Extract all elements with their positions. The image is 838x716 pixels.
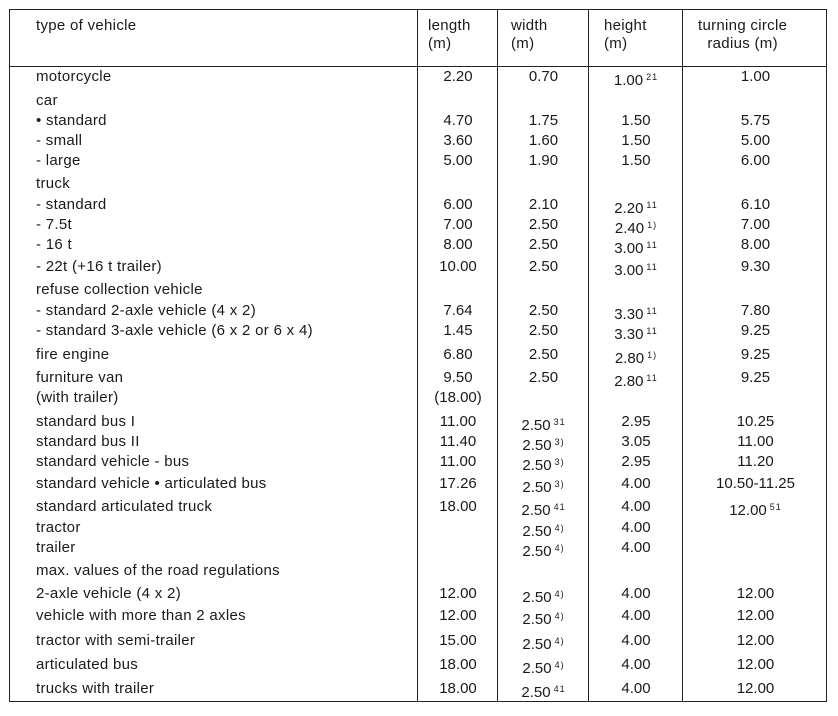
width-cell: [499, 585, 588, 607]
label-value: - large: [36, 152, 81, 169]
turning-value: 5.75: [740, 112, 771, 129]
width-value: 0.70: [528, 68, 559, 85]
length-value: 18.00: [439, 680, 477, 697]
width-cell: [499, 680, 588, 702]
width-value: 2.50: [522, 457, 552, 474]
label-value: truck: [36, 175, 71, 192]
label-value: tractor with semi-trailer: [36, 632, 196, 649]
width-value: 2.50: [521, 684, 551, 701]
length-value: 12.00: [439, 585, 477, 602]
length-value: 6.80: [443, 346, 473, 363]
turning-cell: [684, 152, 827, 170]
height-value: 4.00: [621, 632, 651, 649]
length-value: 5.00: [443, 152, 473, 169]
width-value: 1.90: [528, 152, 559, 169]
label-value: 2-axle vehicle (4 x 2): [36, 585, 181, 602]
turning-value: 1.00: [740, 68, 771, 85]
turning-cell: [684, 453, 827, 471]
height-cell: [590, 152, 682, 170]
height-cell: [590, 258, 682, 280]
length-cell: [419, 433, 497, 451]
header-turning-line2: radius (m): [707, 35, 778, 52]
label-value: standard articulated truck: [36, 498, 213, 515]
turning-value: 9.25: [740, 369, 771, 386]
height-value: 4.00: [621, 475, 651, 492]
length-value: 12.00: [439, 607, 477, 624]
vehicle-type-cell: [36, 389, 119, 407]
footnote-marker: 4): [554, 636, 565, 646]
height-value: 1.00: [613, 72, 644, 89]
vehicle-type-cell: [36, 302, 256, 320]
length-value: 7.64: [443, 302, 473, 319]
column-divider: [497, 9, 498, 702]
length-cell: [419, 216, 497, 234]
length-cell: [419, 453, 497, 471]
header-width-label: width: [511, 17, 548, 34]
width-cell: [499, 216, 588, 234]
height-value: 2.80: [614, 350, 645, 367]
label-value: standard bus II: [36, 433, 140, 450]
height-cell: [590, 196, 682, 218]
label-value: standard vehicle • articulated bus: [36, 475, 267, 492]
header-height: [604, 17, 647, 53]
vehicle-type-cell: [36, 475, 267, 493]
height-cell: [590, 216, 682, 238]
label-value: (with trailer): [36, 389, 119, 406]
label-value: - small: [36, 132, 83, 149]
width-value: 2.10: [528, 196, 559, 213]
height-value: 3.30: [614, 306, 644, 323]
width-cell: [499, 539, 588, 561]
length-value: 18.00: [439, 498, 477, 515]
header-length: [428, 17, 471, 53]
height-value: 4.00: [621, 585, 651, 602]
length-value: 7.00: [443, 216, 473, 233]
turning-value: 10.25: [736, 413, 775, 430]
width-value: 2.50: [528, 346, 559, 363]
header-height-label: height: [604, 17, 647, 34]
vehicle-type-cell: [36, 175, 70, 193]
turning-cell: [684, 346, 827, 364]
vehicle-type-cell: [36, 216, 72, 234]
width-cell: [499, 346, 588, 364]
length-value: 15.00: [439, 632, 477, 649]
footnote-marker: 4): [554, 611, 565, 621]
footnote-marker: 3): [554, 457, 565, 467]
height-cell: [590, 112, 682, 130]
height-cell: [590, 585, 682, 603]
width-cell: [499, 302, 588, 320]
header-turning-circle: [698, 17, 787, 53]
height-cell: [590, 236, 682, 258]
height-cell: [590, 322, 682, 344]
height-value: 3.05: [621, 433, 651, 450]
height-value: 4.00: [621, 607, 651, 624]
length-value: 1.45: [443, 322, 473, 339]
header-turning-line1: turning circle: [698, 17, 788, 34]
vehicle-type-cell: [36, 196, 107, 214]
vehicle-type-cell: [36, 92, 58, 110]
turning-value: 12.00: [736, 680, 775, 697]
width-cell: [499, 112, 588, 130]
length-value: 4.70: [443, 112, 473, 129]
width-cell: [499, 369, 588, 387]
length-cell: [419, 68, 497, 86]
column-divider: [417, 9, 418, 702]
vehicle-type-cell: [36, 585, 181, 603]
vehicle-type-cell: [36, 152, 81, 170]
vehicle-type-cell: [36, 656, 138, 674]
width-cell: [499, 236, 588, 254]
width-value: 2.50: [522, 543, 552, 560]
width-value: 2.50: [521, 502, 551, 519]
header-length-label: length: [428, 17, 471, 34]
turning-cell: [684, 216, 827, 234]
turning-value: 11.00: [737, 433, 774, 450]
turning-value: 12.00: [736, 585, 775, 602]
footnote-marker: 3): [554, 437, 565, 447]
height-value: 2.80: [614, 373, 644, 390]
label-value: vehicle with more than 2 axles: [36, 607, 246, 624]
length-cell: [419, 413, 497, 431]
length-cell: [419, 112, 497, 130]
vehicle-type-cell: [36, 680, 154, 698]
height-cell: [590, 475, 682, 493]
turning-value: 11.20: [737, 453, 774, 470]
height-cell: [590, 607, 682, 625]
width-value: 2.50: [528, 302, 559, 319]
width-cell: [499, 68, 588, 86]
turning-cell: [684, 585, 827, 603]
width-cell: [499, 433, 588, 455]
turning-cell: [684, 196, 827, 214]
turning-cell: [684, 322, 827, 340]
length-value: 9.50: [443, 369, 473, 386]
length-value: 10.00: [439, 258, 477, 275]
height-cell: [590, 539, 682, 557]
turning-cell: [684, 632, 827, 650]
label-value: • standard: [36, 112, 107, 129]
footnote-marker: 31: [553, 417, 566, 427]
height-value: 4.00: [621, 498, 651, 515]
height-value: 2.40: [614, 220, 645, 237]
label-value: standard bus I: [36, 413, 136, 430]
turning-cell: [684, 498, 827, 520]
vehicle-type-cell: [36, 346, 109, 364]
turning-value: 6.10: [740, 196, 771, 213]
turning-value: 9.30: [740, 258, 771, 275]
turning-cell: [684, 112, 827, 130]
height-value: 3.30: [614, 326, 644, 343]
height-value: 1.50: [621, 132, 651, 149]
vehicle-type-cell: [36, 322, 313, 340]
turning-value: 5.00: [740, 132, 771, 149]
width-cell: [499, 656, 588, 678]
width-cell: [499, 322, 588, 340]
turning-value: 7.00: [740, 216, 771, 233]
turning-cell: [684, 413, 827, 431]
height-cell: [590, 369, 682, 391]
height-value: 2.20: [614, 200, 644, 217]
turning-cell: [684, 302, 827, 320]
height-value: 4.00: [621, 539, 651, 556]
label-value: standard vehicle - bus: [36, 453, 190, 470]
width-value: 1.75: [528, 112, 559, 129]
vehicle-type-cell: [36, 539, 76, 557]
height-cell: [590, 302, 682, 324]
footnote-marker: 4): [554, 543, 565, 553]
width-value: 2.50: [528, 322, 559, 339]
label-value: - 16 t: [36, 236, 72, 253]
length-cell: [419, 346, 497, 364]
width-cell: [499, 498, 588, 520]
turning-value: 6.00: [740, 152, 771, 169]
length-cell: [419, 236, 497, 254]
width-cell: [499, 152, 588, 170]
vehicle-type-cell: [36, 632, 195, 650]
length-cell: [419, 498, 497, 516]
label-value: - standard 2-axle vehicle (4 x 2): [36, 302, 256, 319]
turning-value: 12.00: [736, 632, 775, 649]
length-cell: [419, 607, 497, 625]
length-cell: [419, 132, 497, 150]
width-value: 2.50: [521, 417, 551, 434]
header-divider: [9, 66, 827, 67]
height-value: 1.50: [621, 112, 651, 129]
turning-value: 12.00: [736, 656, 775, 673]
length-cell: [419, 585, 497, 603]
height-cell: [590, 413, 682, 431]
length-value: 11.00: [439, 413, 477, 430]
width-cell: [499, 453, 588, 475]
footnote-marker: 11: [646, 306, 658, 316]
footnote-marker: 11: [646, 373, 658, 383]
length-value: 17.26: [439, 475, 477, 492]
length-cell: [419, 322, 497, 340]
width-value: 2.50: [522, 523, 552, 540]
height-cell: [590, 519, 682, 537]
height-value: 4.00: [621, 519, 651, 536]
header-width-unit: (m): [511, 35, 535, 52]
label-value: - standard: [36, 196, 107, 213]
label-value: - 22t (+16 t trailer): [36, 258, 162, 275]
length-cell: [419, 152, 497, 170]
label-value: max. values of the road regulations: [36, 562, 280, 579]
height-cell: [590, 68, 682, 90]
turning-cell: [684, 680, 827, 698]
turning-cell: [684, 258, 827, 276]
turning-value: 7.80: [740, 302, 771, 319]
footnote-marker: 3): [554, 479, 565, 489]
vehicle-type-cell: [36, 413, 135, 431]
vehicle-type-cell: [36, 453, 189, 471]
width-cell: [499, 519, 588, 541]
turning-cell: [684, 68, 827, 86]
height-cell: [590, 453, 682, 471]
label-value: fire engine: [36, 346, 110, 363]
footnote-marker: 11: [646, 240, 658, 250]
width-value: 2.50: [522, 611, 552, 628]
width-value: 1.60: [528, 132, 559, 149]
height-value: 1.50: [621, 152, 651, 169]
length-cell: [419, 632, 497, 650]
vehicle-type-cell: [36, 607, 246, 625]
turning-value: 12.00: [729, 502, 767, 519]
column-divider: [682, 9, 683, 702]
label-value: tractor: [36, 519, 81, 536]
length-cell: [419, 389, 497, 407]
footnote-marker: 4): [554, 589, 565, 599]
vehicle-type-cell: [36, 236, 72, 254]
length-value: 6.00: [443, 196, 473, 213]
turning-cell: [684, 433, 827, 451]
vehicle-type-cell: [36, 519, 81, 537]
footnote-marker: 11: [646, 262, 658, 272]
length-value: (18.00): [434, 389, 482, 406]
length-cell: [419, 369, 497, 387]
label-value: - standard 3-axle vehicle (6 x 2 or 6 x 4): [36, 322, 313, 339]
width-value: 2.50: [522, 479, 552, 496]
footnote-marker: 1): [647, 220, 658, 230]
label-value: trailer: [36, 539, 76, 556]
height-cell: [590, 498, 682, 516]
header-height-unit: (m): [604, 35, 628, 52]
turning-value: 9.25: [740, 322, 771, 339]
height-value: 4.00: [621, 680, 651, 697]
vehicle-type-cell: [36, 112, 107, 130]
vehicle-type-cell: [36, 68, 112, 86]
vehicle-type-cell: [36, 258, 162, 276]
length-value: 11.00: [439, 453, 477, 470]
turning-value: 8.00: [740, 236, 771, 253]
width-cell: [499, 475, 588, 497]
header-width: [511, 17, 548, 53]
length-cell: [419, 680, 497, 698]
footnote-marker: 41: [553, 684, 566, 694]
width-value: 2.50: [522, 589, 552, 606]
width-value: 2.50: [522, 660, 552, 677]
turning-cell: [684, 369, 827, 387]
width-cell: [499, 413, 588, 435]
turning-cell: [684, 132, 827, 150]
header-type-of-vehicle: type of vehicle: [36, 17, 137, 34]
length-value: 2.20: [443, 68, 473, 85]
footnote-marker: 4): [554, 523, 565, 533]
length-cell: [419, 302, 497, 320]
height-value: 3.00: [614, 262, 644, 279]
turning-cell: [684, 475, 827, 493]
width-cell: [499, 632, 588, 654]
vehicle-type-cell: [36, 281, 203, 299]
length-value: 18.00: [439, 656, 477, 673]
height-value: 3.00: [614, 240, 644, 257]
height-cell: [590, 680, 682, 698]
vehicle-type-cell: [36, 132, 82, 150]
turning-value: 10.50-11.25: [716, 475, 795, 492]
label-value: car: [36, 92, 58, 109]
width-cell: [499, 196, 588, 214]
footnote-marker: 21: [646, 72, 659, 82]
turning-value: 12.00: [736, 607, 775, 624]
label-value: motorcycle: [36, 68, 112, 85]
label-value: furniture van: [36, 369, 124, 386]
height-cell: [590, 132, 682, 150]
length-value: 8.00: [443, 236, 473, 253]
height-cell: [590, 656, 682, 674]
footnote-marker: 51: [769, 502, 782, 512]
vehicle-type-cell: [36, 562, 280, 580]
height-cell: [590, 346, 682, 368]
turning-cell: [684, 607, 827, 625]
length-cell: [419, 656, 497, 674]
footnote-marker: 11: [646, 326, 658, 336]
width-value: 2.50: [528, 216, 559, 233]
width-value: 2.50: [528, 236, 559, 253]
height-value: 4.00: [621, 656, 651, 673]
height-value: 2.95: [621, 453, 651, 470]
height-cell: [590, 433, 682, 451]
footnote-marker: 1): [647, 350, 658, 360]
footnote-marker: 11: [646, 200, 658, 210]
vehicle-type-cell: [36, 498, 212, 516]
width-cell: [499, 607, 588, 629]
length-cell: [419, 475, 497, 493]
label-value: trucks with trailer: [36, 680, 155, 697]
vehicle-type-cell: [36, 433, 140, 451]
label-value: - 7.5t: [36, 216, 72, 233]
vehicle-type-cell: [36, 369, 123, 387]
height-cell: [590, 632, 682, 650]
length-value: 3.60: [443, 132, 473, 149]
header-length-unit: (m): [428, 35, 452, 52]
label-value: articulated bus: [36, 656, 139, 673]
width-cell: [499, 258, 588, 276]
column-divider: [588, 9, 589, 702]
height-value: 2.95: [621, 413, 651, 430]
width-value: 2.50: [522, 636, 552, 653]
width-value: 2.50: [528, 369, 559, 386]
footnote-marker: 41: [553, 502, 566, 512]
turning-cell: [684, 656, 827, 674]
turning-value: 9.25: [740, 346, 771, 363]
width-cell: [499, 132, 588, 150]
length-cell: [419, 196, 497, 214]
label-value: refuse collection vehicle: [36, 281, 203, 298]
width-value: 2.50: [528, 258, 559, 275]
footnote-marker: 4): [554, 660, 565, 670]
length-cell: [419, 258, 497, 276]
width-value: 2.50: [522, 437, 552, 454]
turning-cell: [684, 236, 827, 254]
length-value: 11.40: [439, 433, 477, 450]
